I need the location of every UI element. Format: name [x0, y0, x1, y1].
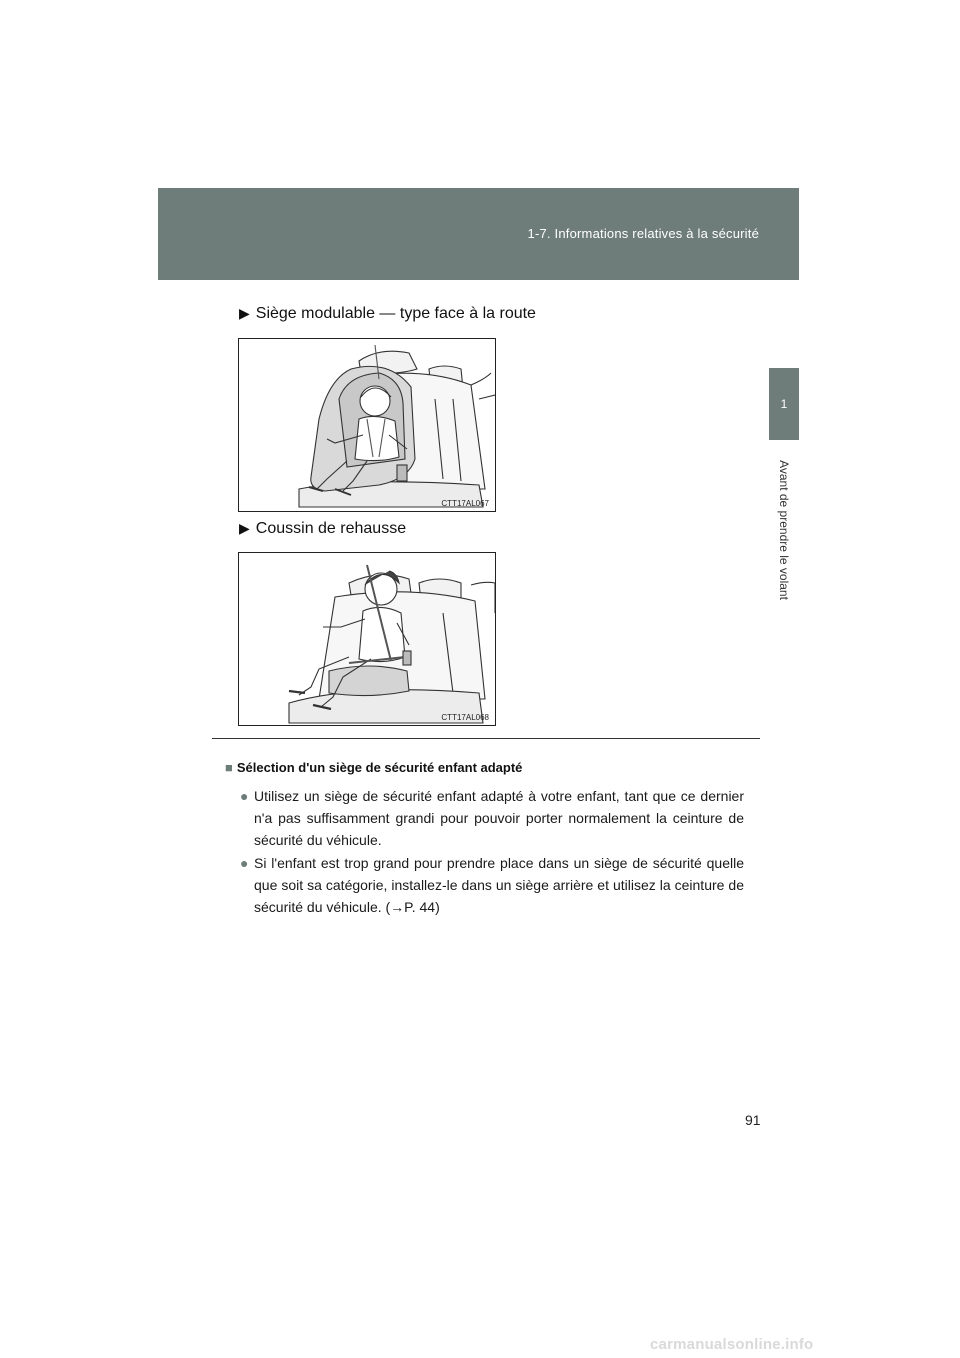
chapter-tab [769, 368, 799, 440]
child-seat-illustration [239, 339, 495, 511]
bullet-dot-icon: ● [240, 788, 249, 804]
bullet-text: Si l'enfant est trop grand pour prendre place dans un siège de sécurité quelle que soit sa catégorie, installez-le dans un siège arrière et utilisez la ceinture de sécurité du véhicule. (→P. 44) [254, 855, 744, 915]
figure-code: CTT17AL067 [441, 499, 489, 508]
bullet-dot-icon: ● [240, 855, 249, 871]
bullet-item [240, 852, 744, 918]
section-heading-text: Coussin de rehausse [255, 520, 407, 537]
bullet-text: Utilisez un siège de sécurité enfant adapté à votre enfant, tant que ce dernier n'a pas suffisamment grandi pour pouvoir porter normalement la ceinture de sécurité du véhicule. [254, 788, 744, 848]
page-number: 91 [745, 1112, 761, 1128]
figure-booster-cushion [238, 552, 496, 726]
bullet-item [240, 785, 744, 851]
selection-heading [225, 760, 522, 775]
section-title: 1-7. Informations relatives à la sécurité [527, 226, 759, 241]
watermark: carmanualsonline.info [650, 1336, 814, 1353]
booster-cushion-illustration [239, 553, 495, 725]
figure-code: CTT17AL068 [441, 713, 489, 722]
chapter-number: 1 [780, 397, 788, 411]
triangle-marker-icon: ▶ [239, 305, 250, 321]
figure-forward-facing-seat [238, 338, 496, 512]
chapter-label: Avant de prendre le volant [777, 460, 791, 600]
square-marker-icon: ■ [225, 760, 233, 775]
section-heading-forward-seat [239, 305, 536, 323]
selection-heading-text: Sélection d'un siège de sécurité enfant adapté [236, 760, 523, 775]
header-band [158, 188, 799, 280]
triangle-marker-icon: ▶ [239, 520, 250, 536]
section-divider [212, 738, 760, 739]
section-heading-booster-seat [239, 520, 406, 538]
section-heading-text: Siège modulable — type face à la route [255, 305, 536, 322]
